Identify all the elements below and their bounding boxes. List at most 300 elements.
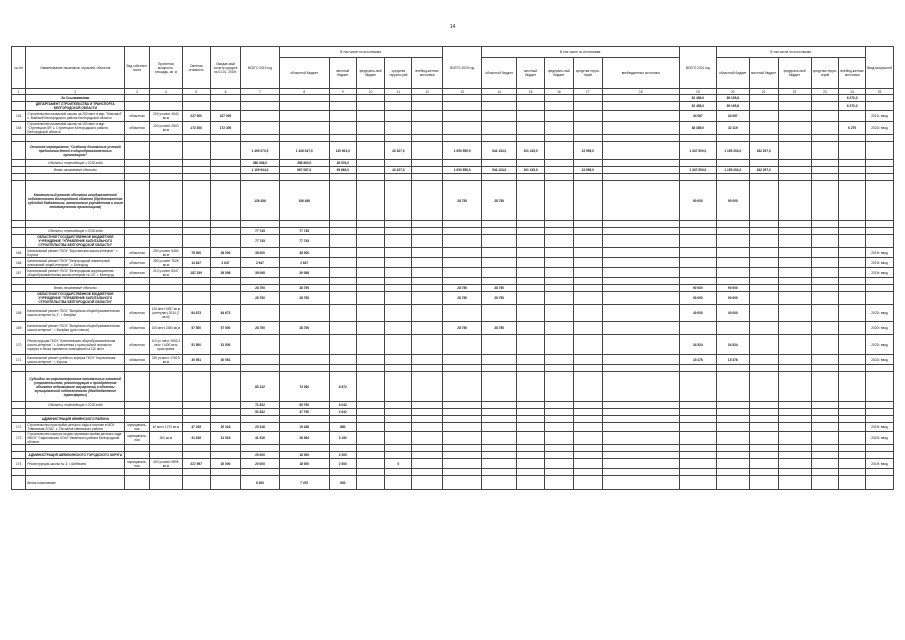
table-cell (517, 95, 545, 102)
table-cell (356, 167, 385, 174)
table-cell: 38 000 (279, 248, 329, 258)
table-cell (210, 409, 241, 416)
table-cell (385, 221, 412, 228)
table-cell: 1 050 555,0 (443, 167, 482, 174)
table-cell (517, 445, 545, 452)
header-src-regional: областной бюджет (279, 58, 329, 89)
table-cell (602, 469, 679, 476)
table-cell (839, 469, 866, 476)
table-cell (778, 459, 811, 469)
table-cell (778, 102, 811, 111)
table-cell (210, 452, 241, 459)
table-cell (778, 228, 811, 235)
table-cell: 110 уч. мест 2652,4 кв.м +1400 кв.м пристройка (149, 335, 182, 355)
table-cell (573, 228, 602, 235)
table-cell (385, 292, 412, 305)
column-number: 1 (12, 89, 26, 95)
table-cell (602, 402, 679, 409)
table-cell (125, 235, 150, 248)
table-cell (544, 476, 573, 490)
table-cell (749, 305, 778, 322)
row-title: Капитальный ремонт ГБОУ "Белгородская коррекционная общеобразовательная школа-интернат № 23", г. Белгород (26, 268, 125, 278)
table-cell (749, 459, 778, 469)
table-cell (279, 221, 329, 228)
table-cell: 2020г. ввод (866, 432, 894, 445)
table-cell (182, 278, 210, 285)
table-row (12, 372, 894, 402)
table-cell (749, 160, 778, 167)
table-cell (182, 469, 210, 476)
table-cell: 77 745 (279, 228, 329, 235)
table-cell: 73 260 (279, 372, 329, 402)
table-cell (602, 423, 679, 432)
table-cell: 57 500 (182, 322, 210, 335)
table-cell: 500 кв.м (149, 432, 182, 445)
table-cell (412, 95, 443, 102)
table-cell: 165 (12, 248, 26, 258)
table-row (12, 285, 894, 292)
header-sources-2020: В том числе по источникам: (482, 47, 680, 58)
table-cell: 28 750 (241, 322, 279, 335)
table-cell (482, 248, 517, 258)
table-cell (811, 335, 839, 355)
table-cell: 77 745 (279, 235, 329, 248)
table-cell (866, 228, 894, 235)
row-title: Вновь начинаемые (26, 476, 125, 490)
table-row (12, 95, 894, 102)
table-cell (482, 122, 517, 135)
table-cell: 2 647 (279, 258, 329, 268)
table-cell (182, 135, 210, 142)
table-cell (517, 278, 545, 285)
table-cell (778, 452, 811, 459)
table-cell (412, 409, 443, 416)
table-cell: 280 уч.мест 7628 кв.м (149, 258, 182, 268)
table-cell (517, 459, 545, 469)
table-cell: 47 790 (279, 409, 329, 416)
table-cell: 6 872 (329, 372, 356, 402)
table-cell (573, 268, 602, 278)
table-cell (679, 445, 716, 452)
table-cell (602, 181, 679, 221)
table-cell (149, 102, 182, 111)
table-row (12, 160, 894, 167)
table-cell: 14 647 (182, 258, 210, 268)
table-cell (778, 135, 811, 142)
table-cell (778, 95, 811, 102)
table-cell (443, 111, 482, 122)
table-cell (544, 181, 573, 221)
row-title (26, 135, 125, 142)
header-capacity: Проектная мощность, площадь, кв. м (149, 47, 182, 89)
table-cell (329, 111, 356, 122)
table-cell (482, 111, 517, 122)
table-cell: 65 790 (279, 402, 329, 409)
table-cell (679, 423, 716, 432)
table-cell (412, 122, 443, 135)
table-cell (210, 292, 241, 305)
table-cell (778, 305, 811, 322)
row-title: ОБЛАСТНОЕ ГОСУДАРСТВЕННОЕ БЮДЖЕТНОЕ УЧРЕЖДЕНИЕ "УПРАВЛЕНИЕ КАПИТАЛЬНОГО СТРОИТЕЛЬСТВА БЕЛГОРОДСКОЙ ОБЛАСТИ" (26, 292, 125, 305)
table-cell (544, 142, 573, 160)
table-cell (279, 355, 329, 365)
table-cell (443, 476, 482, 490)
table-cell (385, 181, 412, 221)
table-row (12, 469, 894, 476)
table-cell (544, 135, 573, 142)
table-cell (839, 355, 866, 365)
table-cell (210, 174, 241, 181)
table-cell: 2019г. ввод (866, 248, 894, 258)
table-cell (544, 423, 573, 432)
table-cell (356, 285, 385, 292)
table-cell (482, 402, 517, 409)
table-cell: 126 456 (241, 181, 279, 221)
table-cell (679, 135, 716, 142)
table-cell (778, 181, 811, 221)
table-cell (778, 111, 811, 122)
table-cell (443, 102, 482, 111)
table-cell (679, 228, 716, 235)
column-number: 8 (279, 89, 329, 95)
table-cell (679, 174, 716, 181)
table-cell (329, 292, 356, 305)
table-cell (443, 432, 482, 445)
table-cell (517, 355, 545, 365)
table-cell (443, 365, 482, 372)
table-cell: 2 647 (210, 258, 241, 268)
table-cell: 430 уч.мест 6895 кв.м (149, 459, 182, 469)
table-cell (517, 102, 545, 111)
table-cell (573, 111, 602, 122)
table-cell (778, 416, 811, 423)
table-cell (573, 445, 602, 452)
table-cell: 182 297,0 (749, 167, 778, 174)
row-title: Объекты, переходящие с 2018 года (26, 228, 125, 235)
table-cell (602, 372, 679, 402)
table-cell (12, 167, 26, 174)
table-cell (602, 235, 679, 248)
table-cell: 166 (12, 258, 26, 268)
table-cell (602, 102, 679, 111)
table-cell (716, 409, 749, 416)
table-cell (210, 445, 241, 452)
table-cell (12, 445, 26, 452)
table-cell (482, 423, 517, 432)
table-cell (149, 235, 182, 248)
table-cell (329, 135, 356, 142)
row-title (26, 278, 125, 285)
table-cell (149, 167, 182, 174)
table-cell (778, 402, 811, 409)
table-cell (573, 135, 602, 142)
row-title: Вновь начинаемые объекты (26, 167, 125, 174)
header-ownership: Вид собствен-ности (125, 47, 150, 89)
table-cell (778, 469, 811, 476)
table-cell (412, 278, 443, 285)
header-src-federal: федераль-ный бюджет (544, 58, 573, 89)
table-cell (385, 372, 412, 402)
table-cell (12, 402, 26, 409)
table-cell (544, 268, 573, 278)
table-cell (544, 278, 573, 285)
table-cell (482, 95, 517, 102)
table-cell: 26 976,0 (329, 160, 356, 167)
header-src-territory: средства террито-рий (385, 58, 412, 89)
table-cell: 227 000 (210, 111, 241, 122)
table-cell (602, 278, 679, 285)
table-cell (182, 285, 210, 292)
table-cell (443, 416, 482, 423)
table-cell (866, 476, 894, 490)
table-cell (573, 95, 602, 102)
table-cell (839, 402, 866, 409)
table-cell: муниципаль-ная (125, 459, 150, 469)
table-cell (839, 142, 866, 160)
table-cell: 28 364 (279, 432, 329, 445)
header-src-regional: областной бюджет (716, 58, 749, 89)
table-cell (716, 174, 749, 181)
table-cell (182, 292, 210, 305)
header-src-local: местный бюджет (517, 58, 545, 89)
table-cell: 40 000 (679, 305, 716, 322)
table-cell (125, 409, 150, 416)
table-cell (443, 135, 482, 142)
table-cell (602, 228, 679, 235)
row-title: Основное мероприятие "Создание безопасных условий пребывания детей в общеобразовательных организациях" (26, 142, 125, 160)
table-cell (329, 235, 356, 248)
table-cell (517, 423, 545, 432)
table-cell: 120 мест 3397 кв.м (интернат) 2034 (7 кв.м) (149, 305, 182, 322)
table-cell (385, 174, 412, 181)
table-cell (544, 355, 573, 365)
table-cell (811, 423, 839, 432)
table-cell (482, 174, 517, 181)
table-cell (544, 228, 573, 235)
column-number: 12 (412, 89, 443, 95)
table-row (12, 235, 894, 248)
table-cell (839, 423, 866, 432)
table-cell (385, 423, 412, 432)
table-cell (716, 278, 749, 285)
table-cell: 75 000 (182, 248, 210, 258)
table-cell (749, 445, 778, 452)
table-cell (329, 174, 356, 181)
table-cell (279, 111, 329, 122)
table-cell: 6 270,0 (839, 95, 866, 102)
table-cell (839, 285, 866, 292)
table-cell: 164 (12, 122, 26, 135)
table-cell (811, 111, 839, 122)
table-cell (517, 409, 545, 416)
table-cell (573, 292, 602, 305)
table-cell: 120 601,0 (329, 142, 356, 160)
table-row (12, 322, 894, 335)
table-cell (385, 452, 412, 459)
table-cell (329, 355, 356, 365)
table-cell (811, 102, 839, 111)
table-cell (517, 432, 545, 445)
table-cell (182, 452, 210, 459)
table-cell (125, 416, 150, 423)
table-cell (356, 305, 385, 322)
table-cell: 20 316 (210, 423, 241, 432)
table-cell: 880 (329, 423, 356, 432)
table-cell: 39 098 (241, 268, 279, 278)
table-cell: 37 245 (182, 423, 210, 432)
table-cell (544, 365, 573, 372)
header-total-2019: ВСЕГО 2019 год (241, 47, 279, 89)
table-cell (210, 142, 241, 160)
table-cell: 18 000 (279, 452, 329, 459)
table-cell (210, 469, 241, 476)
table-cell (839, 167, 866, 174)
row-title: Вновь начинаемые объекты (26, 285, 125, 292)
table-cell (716, 402, 749, 409)
table-cell (778, 268, 811, 278)
table-cell (544, 416, 573, 423)
table-cell (125, 102, 150, 111)
table-cell (778, 365, 811, 372)
table-cell (412, 268, 443, 278)
table-cell (778, 235, 811, 248)
table-cell: 90 000 (679, 292, 716, 305)
table-row (12, 423, 894, 432)
table-cell (866, 292, 894, 305)
table-cell (482, 365, 517, 372)
table-cell (679, 409, 716, 416)
table-cell (149, 142, 182, 160)
table-row (12, 335, 894, 355)
table-cell (356, 452, 385, 459)
table-cell (749, 95, 778, 102)
table-cell (356, 335, 385, 355)
table-cell (517, 111, 545, 122)
table-cell (679, 432, 716, 445)
table-cell (811, 292, 839, 305)
table-cell: 2022г. ввод (866, 335, 894, 355)
table-cell (602, 355, 679, 365)
table-cell (544, 102, 573, 111)
table-cell (12, 365, 26, 372)
table-cell (182, 372, 210, 402)
table-cell (210, 416, 241, 423)
table-cell (602, 160, 679, 167)
table-cell (573, 416, 602, 423)
table-cell (749, 355, 778, 365)
table-cell (811, 305, 839, 322)
table-cell (839, 221, 866, 228)
table-cell (329, 278, 356, 285)
table-cell (412, 305, 443, 322)
table-cell (385, 469, 412, 476)
table-cell (866, 221, 894, 228)
table-cell (573, 258, 602, 268)
table-cell (716, 372, 749, 402)
table-cell: 19 436 (279, 423, 329, 432)
table-cell (12, 142, 26, 160)
table-cell (544, 174, 573, 181)
table-cell (811, 402, 839, 409)
table-cell (279, 95, 329, 102)
table-cell (573, 452, 602, 459)
table-cell (241, 122, 279, 135)
table-cell (517, 416, 545, 423)
table-cell (412, 469, 443, 476)
table-row (12, 102, 894, 111)
table-row (12, 111, 894, 122)
table-cell: 28 750 (279, 292, 329, 305)
table-cell (602, 258, 679, 268)
table-cell (210, 402, 241, 409)
table-cell: 77 745 (241, 228, 279, 235)
table-cell (573, 365, 602, 372)
table-cell (749, 372, 778, 402)
table-cell (517, 221, 545, 228)
table-cell (778, 285, 811, 292)
column-number: 21 (749, 89, 778, 95)
table-cell (866, 445, 894, 452)
table-cell (125, 285, 150, 292)
table-cell (716, 135, 749, 142)
table-cell: областная (125, 258, 150, 268)
table-cell (749, 423, 778, 432)
table-cell (12, 416, 26, 423)
table-cell (839, 228, 866, 235)
table-cell (778, 355, 811, 365)
table-cell (125, 221, 150, 228)
table-cell (412, 181, 443, 221)
column-number: 24 (839, 89, 866, 95)
table-cell (12, 174, 26, 181)
table-cell (412, 221, 443, 228)
table-cell (602, 445, 679, 452)
table-cell (716, 476, 749, 490)
table-cell: областная (125, 335, 150, 355)
table-cell (749, 278, 778, 285)
table-cell: 2019г. ввод (866, 268, 894, 278)
table-cell (679, 476, 716, 490)
table-cell (329, 221, 356, 228)
table-cell (149, 469, 182, 476)
table-cell (716, 459, 749, 469)
table-cell (517, 248, 545, 258)
table-cell (182, 445, 210, 452)
table-row (12, 459, 894, 469)
table-cell (412, 285, 443, 292)
table-cell: 1 155 203,0 (716, 142, 749, 160)
table-cell: 380 936,0 (241, 160, 279, 167)
table-cell (811, 167, 839, 174)
table-cell (573, 235, 602, 248)
table-cell (517, 258, 545, 268)
table-cell (573, 402, 602, 409)
table-cell (329, 258, 356, 268)
table-cell: 40 мест 1270 кв.м (149, 423, 182, 432)
table-cell (679, 469, 716, 476)
table-cell (778, 167, 811, 174)
table-cell (412, 402, 443, 409)
table-cell (412, 335, 443, 355)
table-cell (544, 221, 573, 228)
table-cell: 77 745 (241, 235, 279, 248)
table-cell (749, 292, 778, 305)
table-cell (182, 181, 210, 221)
table-cell (866, 452, 894, 459)
table-cell (749, 258, 778, 268)
table-cell (811, 174, 839, 181)
table-cell: 28 750 (279, 285, 329, 292)
